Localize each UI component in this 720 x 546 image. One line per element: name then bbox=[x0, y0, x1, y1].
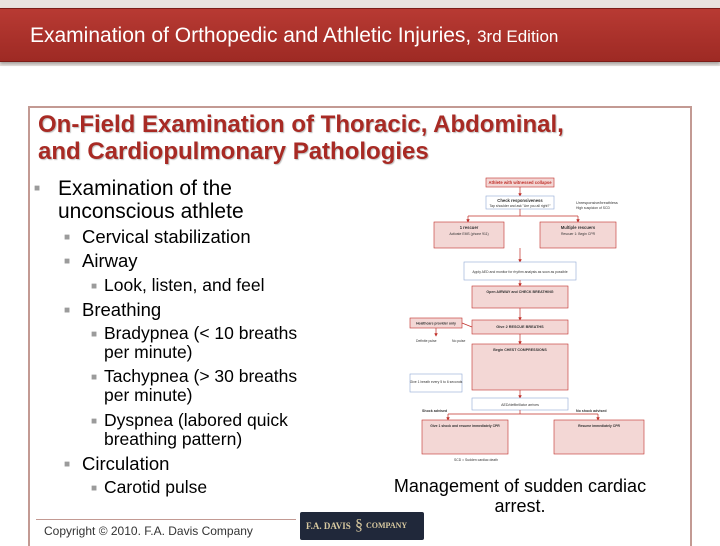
flow-text-definite: Definite pulse bbox=[416, 339, 437, 343]
bullet-marker: ■ bbox=[91, 483, 98, 494]
flow-text-scd: SCD = Sudden cardiac death bbox=[454, 458, 499, 462]
cardiac-arrest-flowchart bbox=[408, 176, 688, 466]
bullet-main-line1: Examination of the bbox=[58, 177, 232, 200]
bullet-marker: ■ bbox=[91, 329, 98, 340]
figure-caption-line1: Management of sudden cardiac bbox=[393, 476, 647, 496]
publisher-logo bbox=[300, 512, 424, 540]
bullet-tachy-line1: Tachypnea (> 30 breaths bbox=[104, 366, 298, 386]
flow-text-give2: Give 2 RESCUE BREATHS bbox=[496, 325, 544, 329]
flow-text-give-shock: Give 1 shock and resume immediately CPR bbox=[430, 424, 500, 428]
footer-divider bbox=[36, 519, 296, 520]
flow-text-give1: Give 1 breath every 5 to 6 seconds bbox=[409, 380, 463, 384]
bullet-marker: ■ bbox=[64, 232, 71, 243]
copyright: Copyright © 2010. F.A. Davis Company bbox=[44, 524, 253, 538]
flow-text-aed: AED/defibrillator arrives bbox=[501, 403, 539, 407]
flow-text-top: Athlete with witnessed collapse bbox=[488, 180, 552, 185]
flow-text-multi: Multiple rescuers bbox=[560, 225, 596, 230]
bullet-dysp-line2: breathing pattern) bbox=[104, 429, 243, 449]
flow-arrow bbox=[462, 323, 472, 327]
bullet-carotid: Carotid pulse bbox=[104, 477, 208, 497]
figure-caption bbox=[372, 476, 668, 516]
flow-text-no-pulse: No pulse bbox=[452, 339, 466, 343]
flow-text-one: 1 rescuer bbox=[459, 225, 479, 230]
flow-text-unresp: Unresponsive/breathless bbox=[576, 201, 618, 205]
bullet-cervical: Cervical stabilization bbox=[82, 226, 251, 247]
slide-title-line1: On-Field Examination of Thoracic, Abdominal, bbox=[38, 111, 564, 138]
flow-text-multi-sub: Rescuer 1: Begin CPR bbox=[560, 232, 596, 236]
bullet-marker: ■ bbox=[91, 416, 98, 427]
bullet-marker: ■ bbox=[64, 305, 71, 316]
bullet-look: Look, listen, and feel bbox=[104, 275, 265, 295]
book-edition: 3rd Edition bbox=[477, 27, 559, 46]
book-title bbox=[30, 24, 558, 48]
bullet-dysp-line1: Dyspnea (labored quick bbox=[104, 410, 288, 430]
bullet-marker: ■ bbox=[64, 459, 71, 470]
flow-text-resume: Resume immediately CPR bbox=[578, 424, 620, 428]
bullet-brady-line2: per minute) bbox=[104, 342, 193, 362]
bullet-marker: ■ bbox=[91, 372, 98, 383]
bullet-circulation: Circulation bbox=[82, 453, 170, 474]
flow-text-shock: Shock advised bbox=[422, 409, 448, 413]
flow-text-no-shock: No shock advised bbox=[576, 409, 607, 413]
bullet-brady-line1: Bradypnea (< 10 breaths bbox=[104, 323, 298, 343]
flow-text-begin: Begin CHEST COMPRESSIONS bbox=[493, 348, 547, 352]
slide-title-line2: and Cardiopulmonary Pathologies bbox=[38, 138, 429, 165]
bullet-main-line2: unconscious athlete bbox=[58, 200, 244, 223]
bullet-breathing: Breathing bbox=[82, 299, 162, 320]
logo-text-left: F.A. DAVIS bbox=[306, 521, 351, 531]
flow-text-apply: Apply AED and monitor for rhythm analysis as soon as possible bbox=[472, 270, 568, 274]
figure-caption-line2: arrest. bbox=[494, 496, 546, 516]
flow-text-unresp-sub: High suspicion of SCD bbox=[576, 206, 610, 210]
bullet-marker: ■ bbox=[64, 256, 71, 267]
book-title-main: Examination of Orthopedic and Athletic Injuries, bbox=[30, 24, 472, 47]
bullet-airway: Airway bbox=[82, 250, 138, 271]
slide-title bbox=[38, 111, 678, 165]
flow-text-health: Healthcare provider only bbox=[416, 321, 456, 326]
bullet-marker: ■ bbox=[91, 281, 98, 292]
flow-text-check-sub: Tap shoulder and ask "Are you all right?" bbox=[489, 204, 551, 208]
bullet-marker: ■ bbox=[34, 183, 41, 194]
logo-caduceus-icon: § bbox=[355, 517, 363, 534]
flow-text-open: Open AIRWAY and CHECK BREATHING bbox=[486, 290, 554, 294]
flow-text-one-sub: Activate EMS (phone 911) bbox=[449, 232, 489, 236]
flow-note bbox=[472, 310, 612, 316]
logo-text-right: COMPANY bbox=[366, 521, 408, 530]
flow-text-check: Check responsiveness bbox=[497, 198, 543, 203]
bullet-tachy-line2: per minute) bbox=[104, 385, 193, 405]
